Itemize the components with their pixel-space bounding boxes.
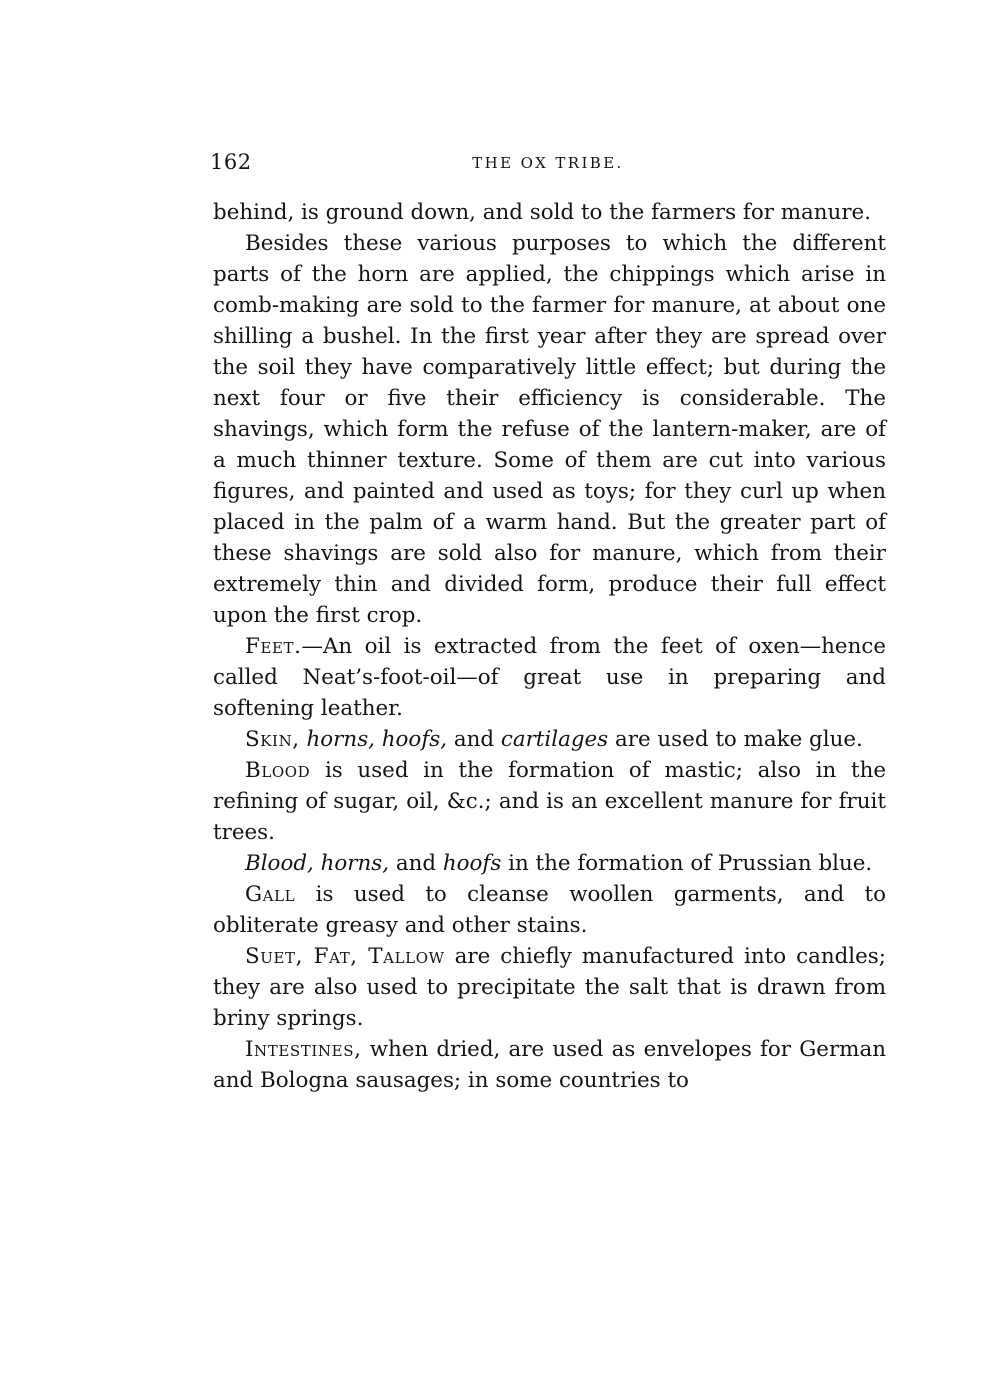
italic-term: hoofs [442, 851, 502, 876]
paragraph-lead: Suet, Fat, Tallow [245, 944, 445, 969]
italic-term: hoofs, [381, 727, 448, 752]
paragraph-intestines [213, 1034, 886, 1096]
page-number: 162 [210, 150, 252, 174]
paragraph-text: Besides these various purposes to which the different parts of the horn are applied, the chippings which arise in comb-making are sold to the farmer for manure, at about one shilling a bushel. In the first year after they are spread over the soil they have comparatively little effect; but during the next four or five their efficiency is considerable. The shavings, which form the refuse of the lantern-maker, are of a much thinner texture. Some of them are cut into various figures, and painted and used as toys; for they curl up when placed in the palm of a warm hand. But the greater part of these shavings are sold also for manure, which from their extremely thin and divided form, produce their full effect upon the first crop. [213, 231, 886, 628]
paragraph-lead: Blood [245, 758, 311, 783]
italic-term: cartilages [500, 727, 609, 752]
paragraph-continuation [213, 197, 886, 228]
italic-term: horns, [320, 851, 390, 876]
paragraph-skin [213, 724, 886, 755]
running-head: THE OX TRIBE. [472, 154, 624, 172]
paragraph-text: is used to cleanse woollen garments, and to obliterate greasy and other stains. [213, 882, 886, 938]
paragraph-lead: Intestines, [245, 1037, 362, 1062]
paragraph-text: are used to make glue. [608, 727, 863, 752]
paragraph-text: when dried, are used as envelopes for German and Bologna sausages; in some countries to [213, 1037, 886, 1093]
paragraph-gall [213, 879, 886, 941]
paragraph-text: is used in the formation of mastic; also in the refining of sugar, oil, &c.; and is an excellent manure for fruit trees. [213, 758, 886, 845]
paragraph-suet [213, 941, 886, 1034]
italic-term: horns, [306, 727, 375, 752]
paragraph-lead: Feet. [245, 634, 302, 659]
paragraph-blood [213, 755, 886, 848]
page-header [210, 150, 886, 180]
paragraph-text: behind, is ground down, and sold to the farmers for manure. [213, 200, 872, 225]
connector-text: and [389, 851, 443, 876]
paragraph-lead: Skin, [245, 727, 300, 752]
paragraph-text: in the formation of Prussian blue. [501, 851, 873, 876]
connector-text: and [447, 727, 501, 752]
paragraph-lead: Gall [245, 882, 296, 907]
page-body [213, 197, 886, 1096]
paragraph-prussian-blue [213, 848, 886, 879]
paragraph-text: are chiefly manufactured into candles; they are also used to precipitate the salt that is drawn from briny springs. [213, 944, 886, 1031]
paragraph-text: —An oil is extracted from the feet of oxen—hence called Neat’s-foot-oil—of great use in preparing and softening leather. [213, 634, 886, 721]
paragraph-horn-chippings [213, 228, 886, 631]
paragraph-feet [213, 631, 886, 724]
italic-term: Blood, [245, 851, 314, 876]
